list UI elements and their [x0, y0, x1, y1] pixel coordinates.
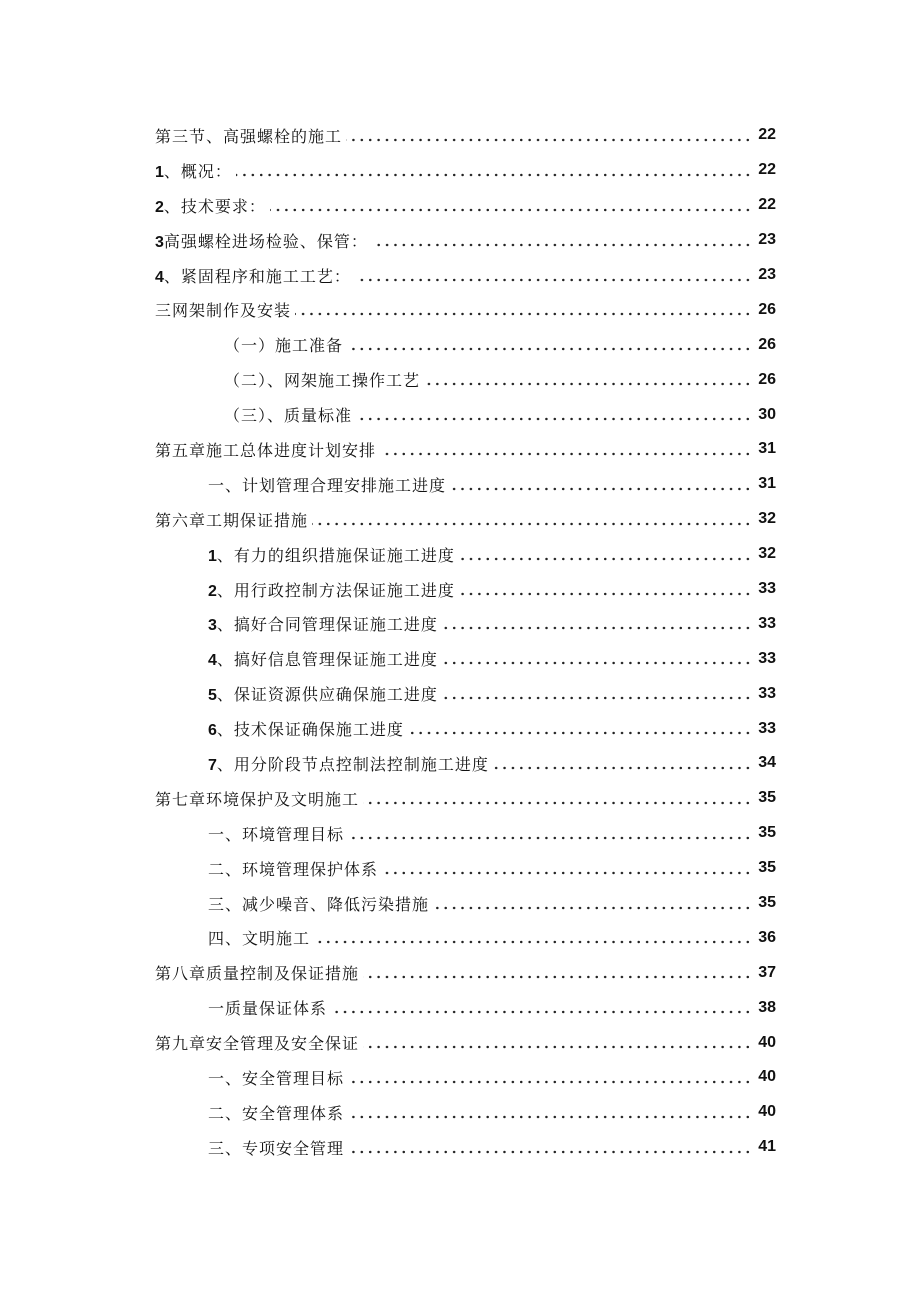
toc-page-number: 23 — [758, 266, 776, 283]
toc-entry[interactable] — [0, 676, 920, 711]
toc-page-number: 26 — [758, 300, 776, 318]
toc-dot-leader — [363, 1045, 752, 1049]
toc-page-number: 22 — [758, 161, 776, 179]
toc-page-number: 23 — [758, 231, 776, 249]
toc-entry-title: 三网架制作及安装 — [155, 298, 295, 321]
toc-entry[interactable] — [0, 118, 920, 153]
toc-entry[interactable] — [0, 223, 920, 258]
toc-entry[interactable] — [0, 537, 920, 572]
toc-entry-title: 4、紧固程序和施工工艺： — [155, 264, 355, 287]
toc-entry[interactable] — [0, 327, 920, 362]
toc-dot-leader — [442, 661, 752, 665]
toc-dot-leader — [348, 1150, 752, 1154]
toc-entry[interactable] — [0, 990, 920, 1025]
toc-page-number: 37 — [758, 963, 776, 981]
toc-entry[interactable] — [0, 1025, 920, 1060]
toc-entry-title: 一、环境管理目标 — [208, 822, 348, 845]
toc-dot-leader — [408, 731, 752, 735]
toc-entry-title: 三、专项安全管理 — [208, 1136, 348, 1159]
toc-entry[interactable] — [0, 1130, 920, 1165]
toc-dot-leader — [295, 312, 752, 316]
toc-entry-title: 三、减少噪音、降低污染措施 — [208, 892, 433, 915]
toc-entry-title: 5、保证资源供应确保施工进度 — [208, 682, 442, 705]
toc-dot-leader — [348, 836, 752, 840]
toc-dot-leader — [363, 801, 752, 805]
toc-dot-leader — [314, 940, 752, 944]
toc-page-number: 30 — [758, 405, 776, 423]
toc-page-number: 33 — [758, 614, 776, 632]
table-of-contents — [0, 118, 920, 1165]
toc-entry-title: 第七章环境保护及文明施工 — [155, 787, 363, 810]
toc-page-number: 40 — [758, 1033, 776, 1051]
toc-entry-title: 二、环境管理保护体系 — [208, 857, 382, 880]
toc-page-number: 35 — [758, 824, 776, 842]
toc-page-number: 26 — [758, 370, 776, 388]
toc-entry[interactable] — [0, 920, 920, 955]
toc-dot-leader — [348, 1115, 752, 1119]
toc-entry-title: 4、搞好信息管理保证施工进度 — [208, 647, 442, 670]
toc-page-number: 31 — [758, 475, 776, 493]
toc-entry[interactable] — [0, 886, 920, 921]
toc-entry-title: 第三节、高强螺栓的施工 — [155, 124, 346, 147]
toc-page-number: 34 — [758, 754, 776, 772]
toc-dot-leader — [355, 278, 752, 282]
toc-entry[interactable] — [0, 572, 920, 607]
toc-dot-leader — [433, 906, 752, 910]
toc-entry[interactable] — [0, 397, 920, 432]
toc-entry-title: 一质量保证体系 — [208, 996, 331, 1019]
toc-entry-title: 四、文明施工 — [208, 926, 314, 949]
toc-entry-title: 一、安全管理目标 — [208, 1066, 348, 1089]
toc-entry[interactable] — [0, 851, 920, 886]
toc-entry[interactable] — [0, 432, 920, 467]
toc-entry[interactable] — [0, 606, 920, 641]
toc-entry-title: 7、用分阶段节点控制法控制施工进度 — [208, 752, 493, 775]
toc-entry[interactable] — [0, 816, 920, 851]
toc-page-number: 40 — [758, 1068, 776, 1086]
toc-dot-leader — [236, 173, 752, 177]
toc-entry[interactable] — [0, 292, 920, 327]
toc-entry[interactable] — [0, 1060, 920, 1095]
toc-entry[interactable] — [0, 502, 920, 537]
toc-page-number: 32 — [758, 545, 776, 563]
toc-page-number: 26 — [758, 335, 776, 353]
toc-dot-leader — [450, 487, 752, 491]
toc-dot-leader — [380, 452, 752, 456]
toc-dot-leader — [356, 417, 752, 421]
toc-dot-leader — [347, 347, 752, 351]
toc-entry[interactable] — [0, 955, 920, 990]
toc-dot-leader — [424, 382, 752, 386]
toc-dot-leader — [372, 243, 752, 247]
toc-entry[interactable] — [0, 362, 920, 397]
toc-entry[interactable] — [0, 781, 920, 816]
toc-entry-title: （一）施工准备 — [224, 333, 347, 356]
toc-page-number: 33 — [758, 719, 776, 737]
toc-entry[interactable] — [0, 467, 920, 502]
toc-dot-leader — [312, 522, 752, 526]
toc-entry-title: （二）、网架施工操作工艺 — [224, 368, 424, 391]
toc-entry[interactable] — [0, 1095, 920, 1130]
toc-dot-leader — [459, 592, 752, 596]
toc-entry-title: （三）、质量标准 — [224, 403, 356, 426]
toc-entry[interactable] — [0, 711, 920, 746]
toc-entry-title: 2、用行政控制方法保证施工进度 — [208, 578, 459, 601]
toc-page-number: 33 — [758, 649, 776, 667]
toc-page-number: 22 — [758, 196, 776, 214]
toc-dot-leader — [363, 975, 752, 979]
toc-entry[interactable] — [0, 746, 920, 781]
toc-entry-title: 3高强螺栓进场检验、保管： — [155, 229, 372, 252]
toc-entry[interactable] — [0, 188, 920, 223]
toc-page-number: 35 — [758, 894, 776, 912]
toc-entry-title: 第六章工期保证措施 — [155, 508, 312, 531]
toc-entry-title: 1、概况： — [155, 159, 236, 182]
toc-entry-title: 3、搞好合同管理保证施工进度 — [208, 612, 442, 635]
toc-page-number: 41 — [758, 1138, 776, 1156]
toc-entry-title: 第五章施工总体进度计划安排 — [155, 438, 380, 461]
toc-dot-leader — [270, 208, 752, 212]
toc-page-number: 22 — [758, 126, 776, 144]
toc-dot-leader — [346, 138, 752, 142]
toc-entry-title: 第八章质量控制及保证措施 — [155, 961, 363, 984]
toc-page-number: 35 — [758, 789, 776, 807]
toc-dot-leader — [442, 696, 752, 700]
toc-page-number: 35 — [758, 859, 776, 877]
toc-page-number: 36 — [758, 928, 776, 946]
toc-page-number: 32 — [758, 510, 776, 528]
toc-entry-title: 2、技术要求： — [155, 194, 270, 217]
toc-entry[interactable] — [0, 153, 920, 188]
toc-entry-title: 第九章安全管理及安全保证 — [155, 1031, 363, 1054]
toc-page-number: 31 — [758, 440, 776, 458]
toc-entry[interactable] — [0, 641, 920, 676]
toc-entry[interactable] — [0, 258, 920, 293]
toc-entry-title: 二、安全管理体系 — [208, 1101, 348, 1124]
toc-entry-title: 6、技术保证确保施工进度 — [208, 717, 408, 740]
toc-page-number: 40 — [758, 1103, 776, 1121]
toc-dot-leader — [348, 1080, 752, 1084]
toc-dot-leader — [459, 557, 752, 561]
toc-dot-leader — [331, 1010, 752, 1014]
toc-entry-title: 1、有力的组织措施保证施工进度 — [208, 543, 459, 566]
toc-page-number: 38 — [758, 998, 776, 1016]
toc-dot-leader — [442, 626, 752, 630]
toc-page-number: 33 — [758, 684, 776, 702]
toc-entry-title: 一、计划管理合理安排施工进度 — [208, 473, 450, 496]
toc-dot-leader — [382, 871, 752, 875]
toc-dot-leader — [493, 766, 752, 770]
toc-page-number: 33 — [758, 580, 776, 598]
